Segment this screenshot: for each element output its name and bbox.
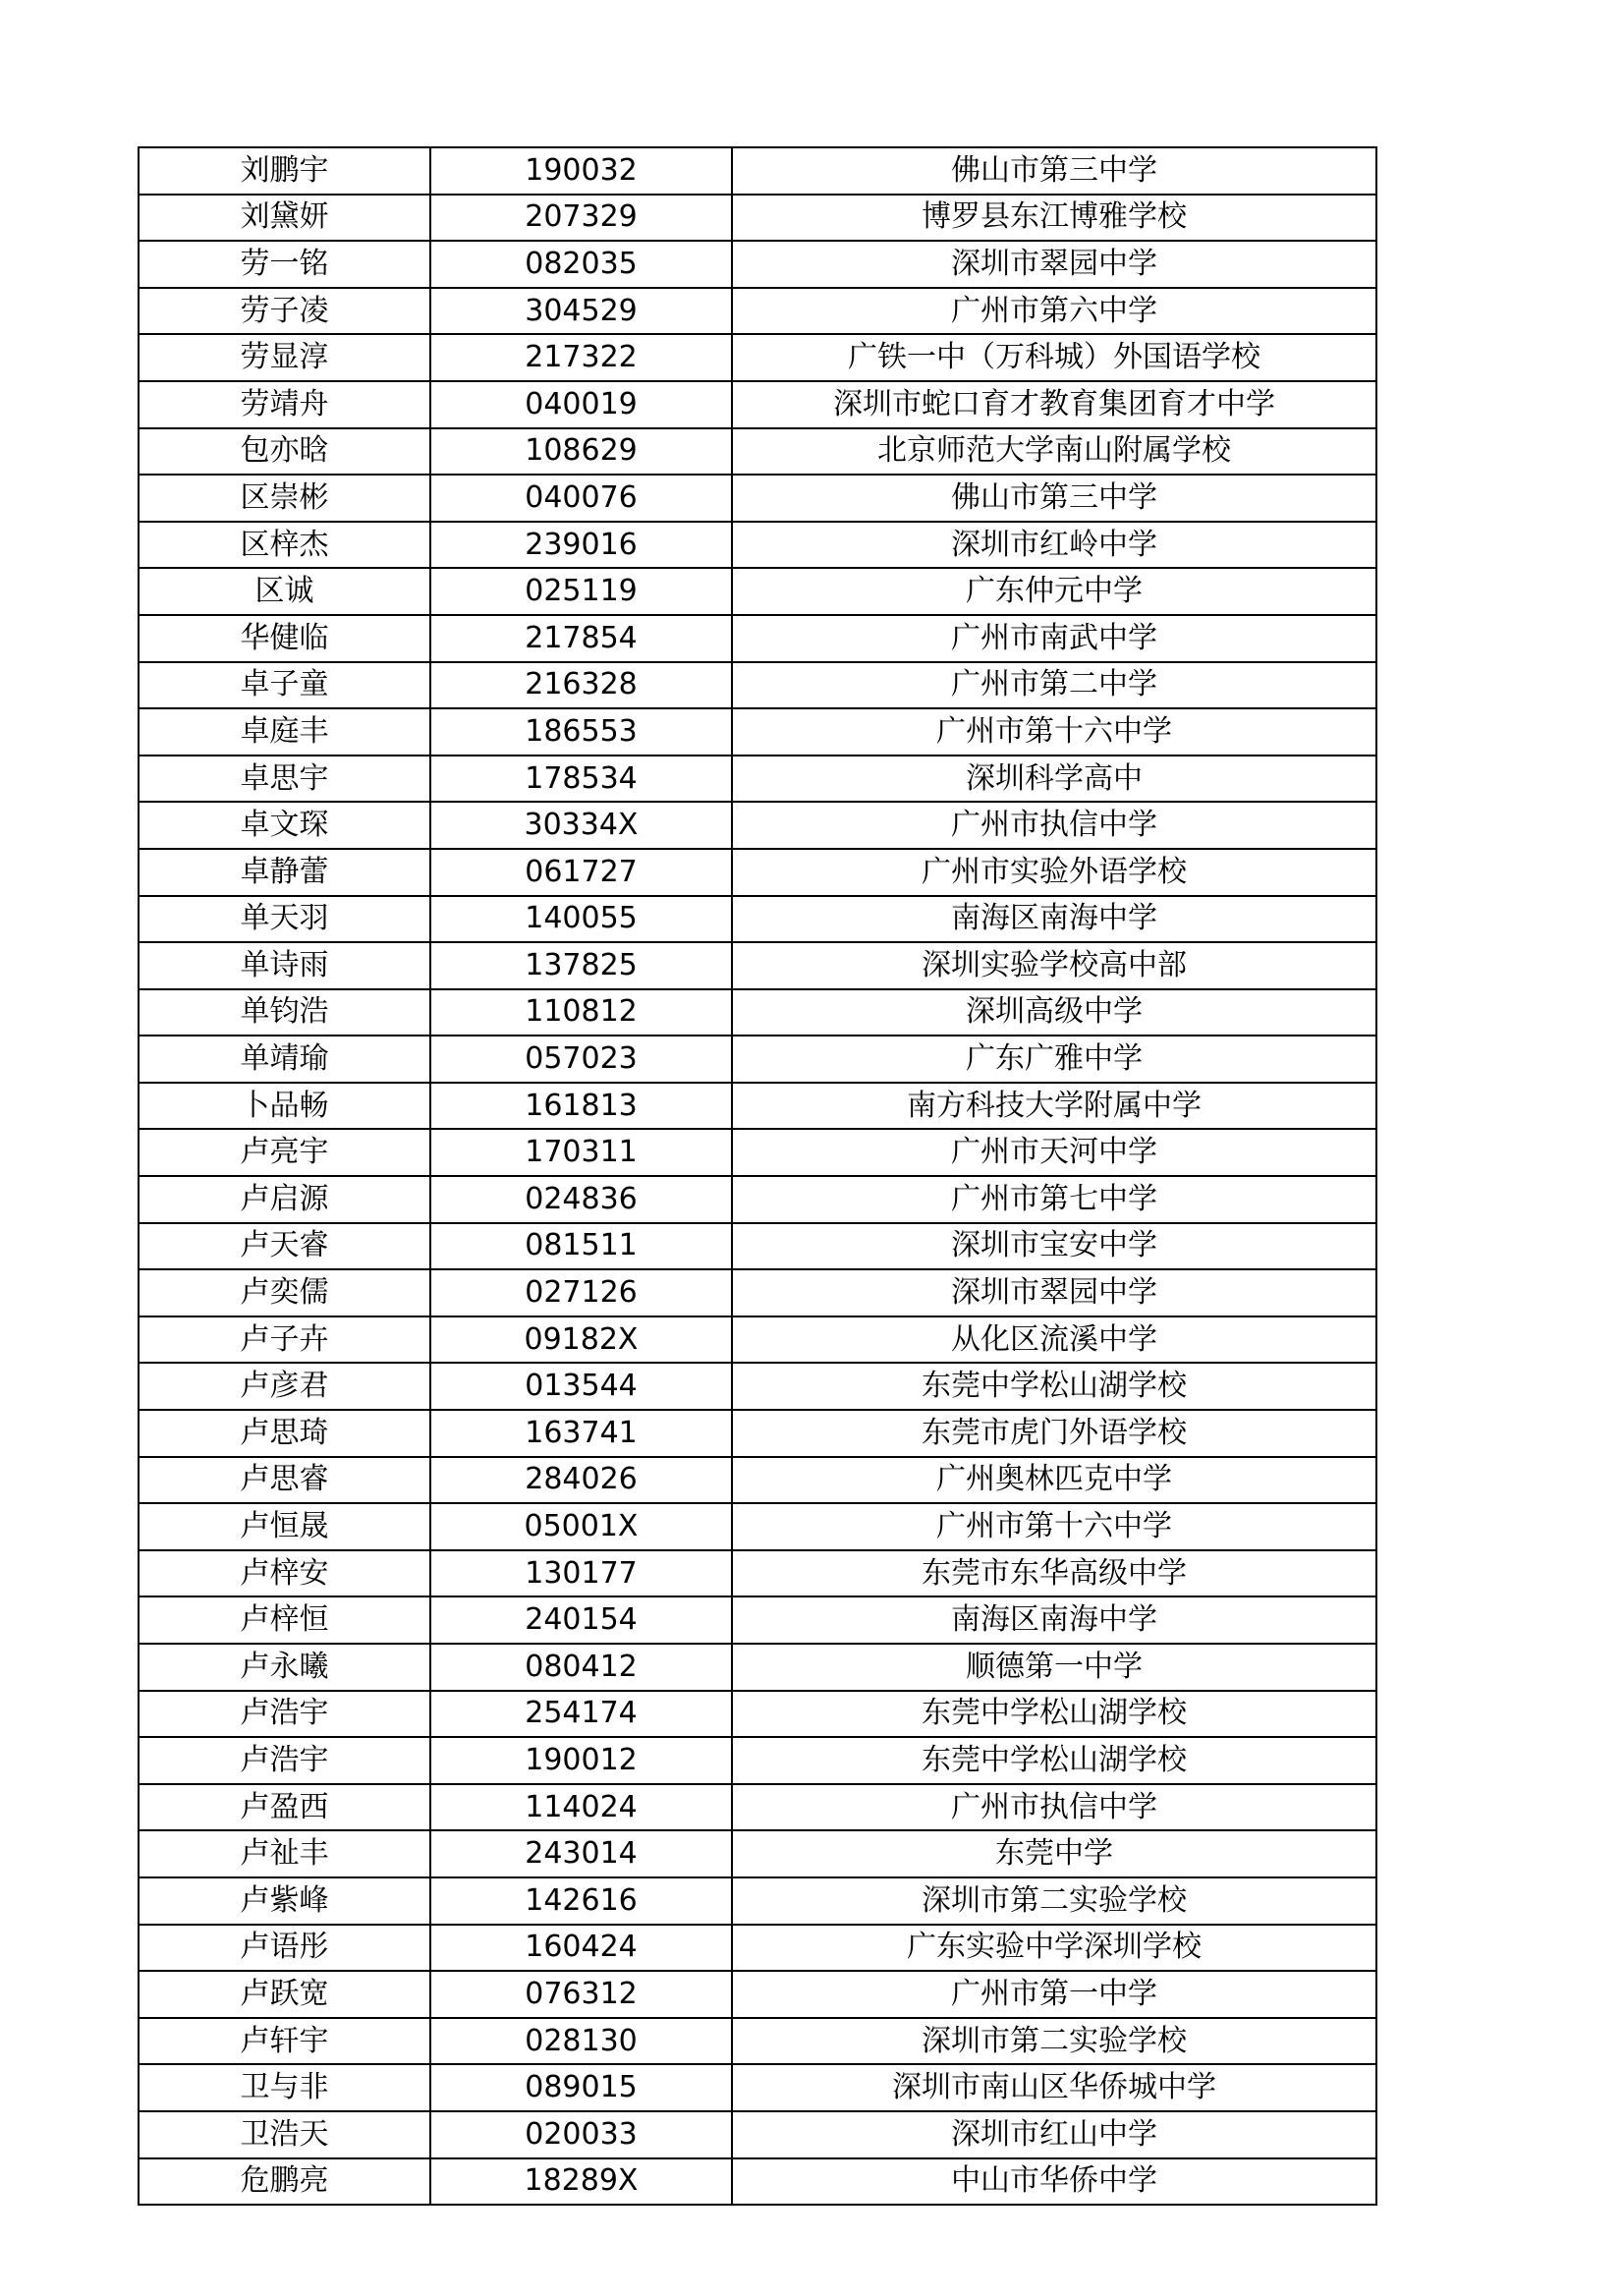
student-name-cell: 单钧浩 (139, 989, 430, 1036)
student-id-cell: 09182X (430, 1316, 732, 1364)
student-name-cell: 卢盈西 (139, 1784, 430, 1831)
school-name-cell: 广州市南武中学 (732, 615, 1376, 662)
school-name-cell: 广州市第一中学 (732, 1971, 1376, 2018)
student-id-cell: 025119 (430, 568, 732, 615)
student-id-cell: 110812 (430, 989, 732, 1036)
school-name-cell: 从化区流溪中学 (732, 1316, 1376, 1364)
school-name-cell: 广州市第六中学 (732, 288, 1376, 335)
school-name-cell: 佛山市第三中学 (732, 147, 1376, 195)
school-name-cell: 深圳市翠园中学 (732, 241, 1376, 288)
student-name-cell: 卓庭丰 (139, 708, 430, 756)
table-row (139, 1925, 1376, 1972)
student-name-cell: 单诗雨 (139, 942, 430, 989)
student-name-cell: 卓静蕾 (139, 849, 430, 896)
student-id-cell: 013544 (430, 1363, 732, 1410)
school-name-cell: 深圳高级中学 (732, 989, 1376, 1036)
student-id-cell: 161813 (430, 1083, 732, 1130)
school-name-cell: 广州市天河中学 (732, 1129, 1376, 1176)
table-row (139, 2158, 1376, 2206)
student-name-cell: 卓思宇 (139, 756, 430, 803)
student-id-cell: 140055 (430, 896, 732, 943)
school-name-cell: 南方科技大学附属中学 (732, 1083, 1376, 1130)
student-id-cell: 108629 (430, 428, 732, 476)
table-row (139, 1737, 1376, 1784)
student-id-cell: 240154 (430, 1596, 732, 1644)
student-name-cell: 卢天睿 (139, 1223, 430, 1270)
table-row (139, 522, 1376, 569)
student-name-cell: 单靖瑜 (139, 1036, 430, 1083)
student-id-cell: 142616 (430, 1877, 732, 1925)
table-row (139, 1363, 1376, 1410)
student-name-cell: 劳靖舟 (139, 381, 430, 428)
student-name-cell: 区诚 (139, 568, 430, 615)
school-name-cell: 广东实验中学深圳学校 (732, 1925, 1376, 1972)
student-name-cell: 单天羽 (139, 896, 430, 943)
student-id-cell: 024836 (430, 1176, 732, 1223)
student-id-cell: 057023 (430, 1036, 732, 1083)
school-name-cell: 广州市第十六中学 (732, 708, 1376, 756)
student-id-cell: 30334X (430, 802, 732, 849)
school-name-cell: 深圳市南山区华侨城中学 (732, 2064, 1376, 2111)
student-id-cell: 082035 (430, 241, 732, 288)
school-name-cell: 深圳市红岭中学 (732, 522, 1376, 569)
table-row (139, 1176, 1376, 1223)
student-name-cell: 卢梓恒 (139, 1596, 430, 1644)
student-id-cell: 284026 (430, 1457, 732, 1504)
table-row (139, 241, 1376, 288)
school-name-cell: 东莞中学松山湖学校 (732, 1691, 1376, 1738)
student-id-cell: 18289X (430, 2158, 732, 2206)
table-row (139, 1457, 1376, 1504)
table-row (139, 334, 1376, 381)
student-id-cell: 216328 (430, 662, 732, 709)
table-row (139, 896, 1376, 943)
school-name-cell: 广州市第十六中学 (732, 1503, 1376, 1550)
table-row (139, 147, 1376, 195)
table-row (139, 1129, 1376, 1176)
school-name-cell: 佛山市第三中学 (732, 475, 1376, 522)
school-name-cell: 广州奥林匹克中学 (732, 1457, 1376, 1504)
table-row (139, 568, 1376, 615)
student-name-cell: 卢轩宇 (139, 2018, 430, 2065)
table-row (139, 1316, 1376, 1364)
school-name-cell: 广铁一中（万科城）外国语学校 (732, 334, 1376, 381)
student-name-cell: 劳显淳 (139, 334, 430, 381)
school-name-cell: 广州市执信中学 (732, 802, 1376, 849)
school-name-cell: 南海区南海中学 (732, 1596, 1376, 1644)
student-id-cell: 217322 (430, 334, 732, 381)
student-name-cell: 刘黛妍 (139, 195, 430, 242)
student-id-cell: 130177 (430, 1550, 732, 1597)
school-name-cell: 深圳市红山中学 (732, 2111, 1376, 2158)
school-name-cell: 深圳科学高中 (732, 756, 1376, 803)
table-row (139, 475, 1376, 522)
student-id-cell: 254174 (430, 1691, 732, 1738)
table-row (139, 1083, 1376, 1130)
student-name-cell: 卢彦君 (139, 1363, 430, 1410)
student-id-cell: 217854 (430, 615, 732, 662)
school-name-cell: 广东仲元中学 (732, 568, 1376, 615)
student-name-cell: 华健临 (139, 615, 430, 662)
student-id-cell: 207329 (430, 195, 732, 242)
table-row (139, 1503, 1376, 1550)
table-row (139, 1596, 1376, 1644)
student-id-cell: 05001X (430, 1503, 732, 1550)
student-id-cell: 178534 (430, 756, 732, 803)
school-name-cell: 东莞市东华高级中学 (732, 1550, 1376, 1597)
student-name-cell: 卢永曦 (139, 1644, 430, 1691)
student-id-cell: 160424 (430, 1925, 732, 1972)
student-name-cell: 卢恒晟 (139, 1503, 430, 1550)
student-id-cell: 137825 (430, 942, 732, 989)
student-name-cell: 卢浩宇 (139, 1691, 430, 1738)
school-name-cell: 东莞中学松山湖学校 (732, 1737, 1376, 1784)
student-name-cell: 劳一铭 (139, 241, 430, 288)
table-row (139, 1269, 1376, 1316)
school-name-cell: 东莞市虎门外语学校 (732, 1410, 1376, 1457)
school-name-cell: 深圳实验学校高中部 (732, 942, 1376, 989)
table-row (139, 1784, 1376, 1831)
student-name-cell: 卢思琦 (139, 1410, 430, 1457)
student-name-cell: 卢紫峰 (139, 1877, 430, 1925)
table-row (139, 2064, 1376, 2111)
school-name-cell: 东莞中学 (732, 1830, 1376, 1877)
table-row (139, 662, 1376, 709)
student-id-cell: 190012 (430, 1737, 732, 1784)
table-row (139, 1550, 1376, 1597)
student-id-cell: 080412 (430, 1644, 732, 1691)
table-row (139, 1036, 1376, 1083)
student-id-cell: 040019 (430, 381, 732, 428)
student-name-cell: 卢祉丰 (139, 1830, 430, 1877)
table-row (139, 1691, 1376, 1738)
table-row (139, 942, 1376, 989)
student-id-cell: 061727 (430, 849, 732, 896)
student-id-cell: 020033 (430, 2111, 732, 2158)
student-name-cell: 卢子卉 (139, 1316, 430, 1364)
school-name-cell: 深圳市第二实验学校 (732, 1877, 1376, 1925)
student-id-cell: 081511 (430, 1223, 732, 1270)
student-id-cell: 304529 (430, 288, 732, 335)
school-name-cell: 广东广雅中学 (732, 1036, 1376, 1083)
school-name-cell: 广州市第二中学 (732, 662, 1376, 709)
student-id-cell: 076312 (430, 1971, 732, 2018)
table-row (139, 2111, 1376, 2158)
table-row (139, 756, 1376, 803)
student-name-cell: 卜品畅 (139, 1083, 430, 1130)
student-id-cell: 186553 (430, 708, 732, 756)
student-id-cell: 243014 (430, 1830, 732, 1877)
student-name-cell: 卢奕儒 (139, 1269, 430, 1316)
student-name-cell: 卫与非 (139, 2064, 430, 2111)
student-name-cell: 卓子童 (139, 662, 430, 709)
student-name-cell: 区梓杰 (139, 522, 430, 569)
table-row (139, 802, 1376, 849)
student-name-cell: 卢梓安 (139, 1550, 430, 1597)
roster-table (138, 146, 1377, 2206)
school-name-cell: 广州市执信中学 (732, 1784, 1376, 1831)
school-name-cell: 深圳市蛇口育才教育集团育才中学 (732, 381, 1376, 428)
student-name-cell: 刘鹏宇 (139, 147, 430, 195)
school-name-cell: 深圳市宝安中学 (732, 1223, 1376, 1270)
table-row (139, 989, 1376, 1036)
table-row (139, 381, 1376, 428)
school-name-cell: 深圳市翠园中学 (732, 1269, 1376, 1316)
table-row (139, 1971, 1376, 2018)
table-row (139, 2018, 1376, 2065)
student-name-cell: 卢语彤 (139, 1925, 430, 1972)
student-name-cell: 卢亮宇 (139, 1129, 430, 1176)
student-name-cell: 包亦晗 (139, 428, 430, 476)
student-name-cell: 卢浩宇 (139, 1737, 430, 1784)
roster-body (139, 147, 1376, 2205)
school-name-cell: 南海区南海中学 (732, 896, 1376, 943)
table-row (139, 1830, 1376, 1877)
student-name-cell: 卫浩天 (139, 2111, 430, 2158)
student-name-cell: 劳子凌 (139, 288, 430, 335)
student-name-cell: 卓文琛 (139, 802, 430, 849)
student-id-cell: 040076 (430, 475, 732, 522)
student-name-cell: 卢思睿 (139, 1457, 430, 1504)
school-name-cell: 深圳市第二实验学校 (732, 2018, 1376, 2065)
school-name-cell: 东莞中学松山湖学校 (732, 1363, 1376, 1410)
student-id-cell: 170311 (430, 1129, 732, 1176)
student-id-cell: 190032 (430, 147, 732, 195)
student-id-cell: 028130 (430, 2018, 732, 2065)
school-name-cell: 顺德第一中学 (732, 1644, 1376, 1691)
table-row (139, 1410, 1376, 1457)
student-id-cell: 027126 (430, 1269, 732, 1316)
table-row (139, 195, 1376, 242)
school-name-cell: 北京师范大学南山附属学校 (732, 428, 1376, 476)
table-row (139, 1223, 1376, 1270)
student-name-cell: 卢跃宽 (139, 1971, 430, 2018)
table-row (139, 428, 1376, 476)
school-name-cell: 博罗县东江博雅学校 (732, 195, 1376, 242)
student-name-cell: 卢启源 (139, 1176, 430, 1223)
student-name-cell: 区崇彬 (139, 475, 430, 522)
table-row (139, 615, 1376, 662)
table-row (139, 1644, 1376, 1691)
table-row (139, 849, 1376, 896)
student-id-cell: 239016 (430, 522, 732, 569)
table-row (139, 1877, 1376, 1925)
table-row (139, 708, 1376, 756)
student-id-cell: 163741 (430, 1410, 732, 1457)
table-row (139, 288, 1376, 335)
student-name-cell: 危鹏亮 (139, 2158, 430, 2206)
student-id-cell: 089015 (430, 2064, 732, 2111)
school-name-cell: 广州市第七中学 (732, 1176, 1376, 1223)
student-id-cell: 114024 (430, 1784, 732, 1831)
school-name-cell: 中山市华侨中学 (732, 2158, 1376, 2206)
school-name-cell: 广州市实验外语学校 (732, 849, 1376, 896)
